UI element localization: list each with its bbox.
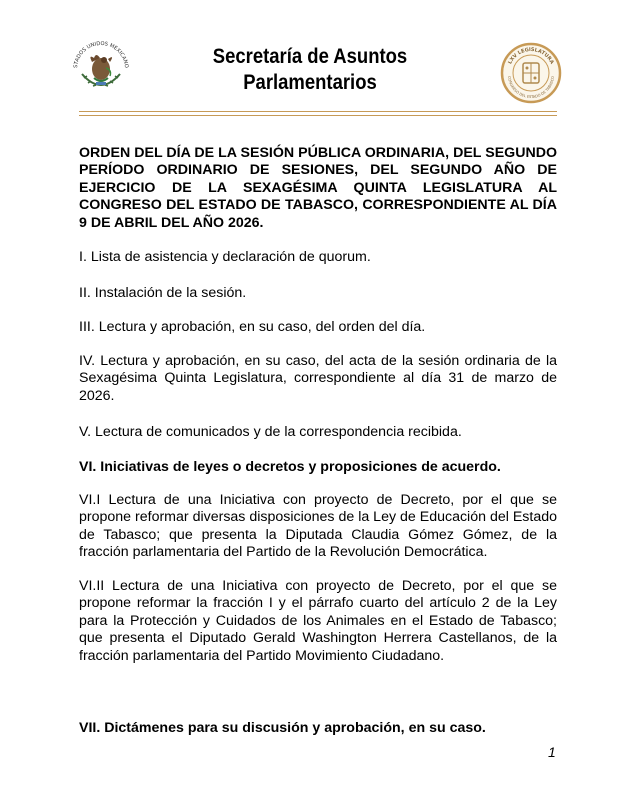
header-title [169, 44, 451, 96]
agenda-item-7: VII. Dictámenes para su discusión y aprobación, en su caso. [79, 720, 486, 736]
header-divider-bottom [79, 115, 557, 116]
agenda-item-3: III. Lectura y aprobación, en su caso, del orden del día. [79, 319, 426, 335]
right-seal-bottom-text: CONGRESO DEL ESTADO DE TABASCO [507, 75, 556, 100]
agenda-subitem-6-1: VI.I Lectura de una Iniciativa con proyecto de Decreto, por el que se propone reformar diversas disposiciones de la Ley de Educación del Estado de Tabasco; que presenta la Diputada Claudia Gómez Gómez, de la fracción parlamentaria del Partido de la Revolución Democrática. [79, 492, 557, 561]
legislature-seal-icon [500, 42, 562, 104]
agenda-item-2: II. Instalación de la sesión. [79, 285, 247, 301]
right-seal-top-text: LXV LEGISLATURA [507, 46, 555, 66]
national-coat-of-arms-icon [70, 38, 132, 100]
agenda-item-4: IV. Lectura y aprobación, en su caso, del acta de la sesión ordinaria de la Sexagésima Quinta Legislatura, correspondiente al día 31 de marzo de 2026. [79, 353, 557, 404]
agenda-item-1: I. Lista de asistencia y declaración de quorum. [79, 249, 371, 265]
header-title-line2: Parlamentarios [243, 71, 377, 94]
agenda-item-6: VI. Iniciativas de leyes o decretos y proposiciones de acuerdo. [79, 459, 501, 475]
agenda-item-5: V. Lectura de comunicados y de la correspondencia recibida. [79, 424, 462, 440]
page-number: 1 [548, 744, 556, 760]
header-title-line1: Secretaría de Asuntos [212, 45, 408, 68]
left-seal-text: STADOS UNIDOS MEXICANO [72, 40, 130, 69]
agenda-subitem-6-2: VI.II Lectura de una Iniciativa con proyecto de Decreto, por el que se propone reformar la fracción I y el párrafo cuarto del artículo 2 de la Ley para la Protección y Cuidados de los Animales en el Estado de Tabasco; que presenta el Diputado Gerald Washington Herrera Castellanos, de la fracción parlamentaria del Partido Movimiento Ciudadano. [79, 578, 557, 664]
header-divider-top [79, 111, 557, 112]
agenda-heading: ORDEN DEL DÍA DE LA SESIÓN PÚBLICA ORDINARIA, DEL SEGUNDO PERÍODO ORDINARIO DE SESIONES, DEL SEGUNDO AÑO DE EJERCICIO DE LA SEXAGÉSIMA QUINTA LEGISLATURA AL CONGRESO DEL ESTADO DE TABASCO, CORRESPONDIENTE AL DÍA 9 DE ABRIL DEL AÑO 2026. [79, 145, 557, 231]
